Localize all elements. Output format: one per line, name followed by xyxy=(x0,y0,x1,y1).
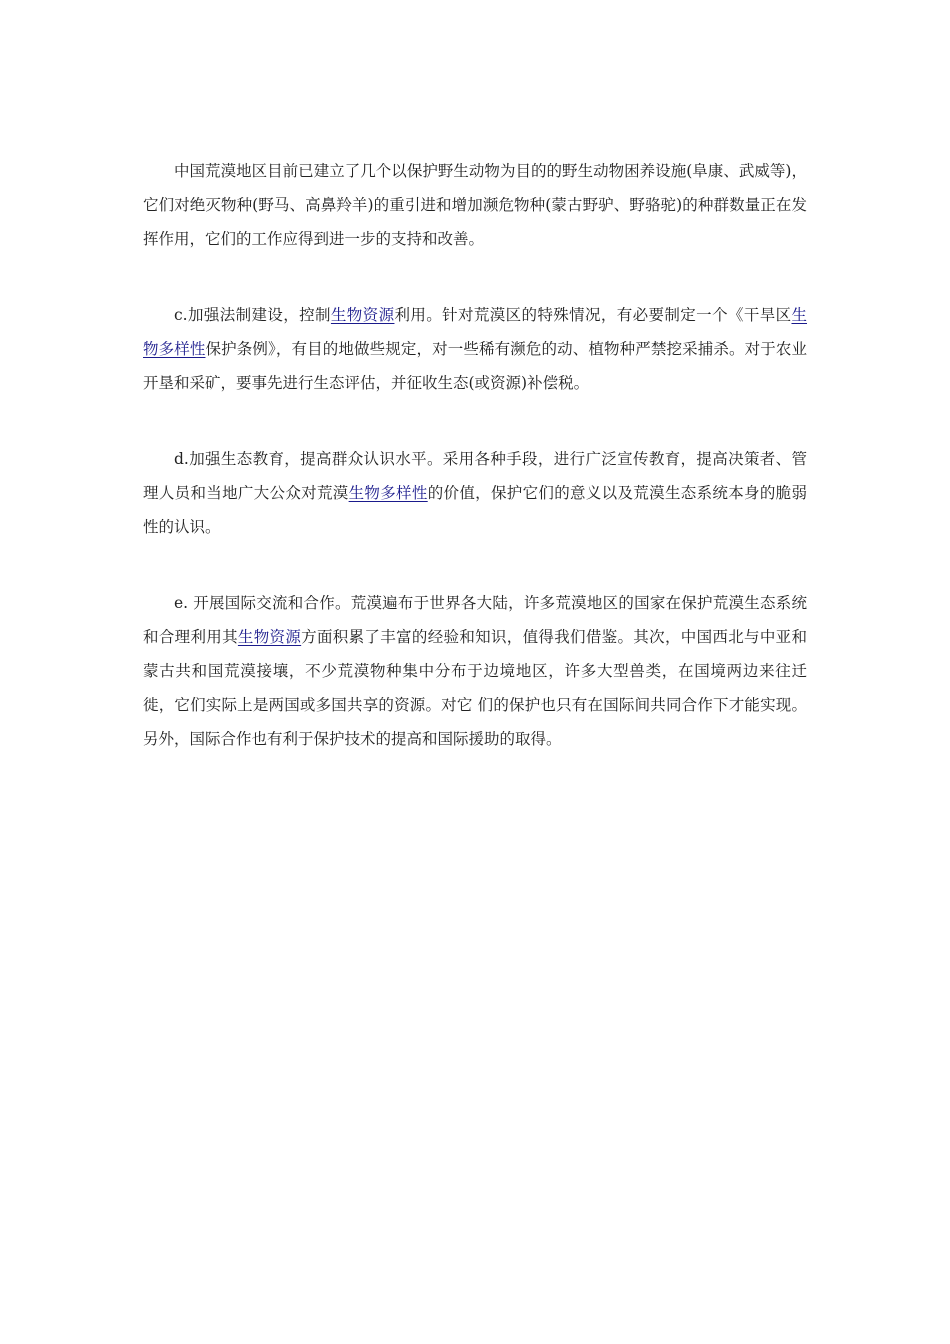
paragraph-text: 的价值，保护它们的意义以及荒漠生态系统本身的脆弱性的认识。 xyxy=(143,484,807,536)
paragraph-text: e. 开展国际交流和合作。荒漠遍布于世界各大陆，许多荒漠地区的国家在保护荒漠生态系统和合理利用其 xyxy=(143,594,807,646)
paragraph-text: 利用。针对荒漠区的特殊情况，有必要制定一个《干旱区 xyxy=(394,306,792,324)
link-biodiversity[interactable]: 生物多样性 xyxy=(143,306,807,358)
paragraph-text: d.加强生态教育，提高群众认识水平。采用各种手段，进行广泛宣传教育，提高决策者、管理人员和当地广大公众对荒漠 xyxy=(143,450,807,502)
paragraph-text: 中国荒漠地区目前已建立了几个以保护野生动物为目的的野生动物困养设施(阜康、武威等)，它们对绝灭物种(野马、高鼻羚羊)的重引进和增加濒危物种(蒙古野驴、野骆驼)的种群数量正在发挥作用，它们的工作应得到进一步的支持和改善。 xyxy=(143,162,807,248)
paragraph-text: c.加强法制建设，控制 xyxy=(174,306,331,324)
paragraph-text: 方面积累了丰富的经验和知识，值得我们借鉴。其次，中国西北与中亚和蒙古共和国荒漠接壤，不少荒漠物种集中分布于边境地区，许多大型兽类，在国境两边来往迁徙，它们实际上是两国或多国共享的资源。对它 们的保护也只有在国际间共同合作下才能实现。另外，国际合作也有利于保护技术的提高和国际援助的取得。 xyxy=(143,628,807,748)
document-body xyxy=(143,154,807,798)
paragraph-captive-breeding xyxy=(143,154,807,256)
paragraph-ecological-education xyxy=(143,442,807,544)
link-biological-resources[interactable]: 生物资源 xyxy=(237,628,302,646)
link-biodiversity[interactable]: 生物多样性 xyxy=(348,484,428,502)
link-biological-resources[interactable]: 生物资源 xyxy=(330,306,395,324)
paragraph-legal-system xyxy=(143,298,807,400)
paragraph-international-cooperation xyxy=(143,586,807,756)
paragraph-text: 保护条例》，有目的地做些规定，对一些稀有濒危的动、植物种严禁挖采捕杀。对于农业开垦和采矿，要事先进行生态评估，并征收生态(或资源)补偿税。 xyxy=(143,340,807,392)
